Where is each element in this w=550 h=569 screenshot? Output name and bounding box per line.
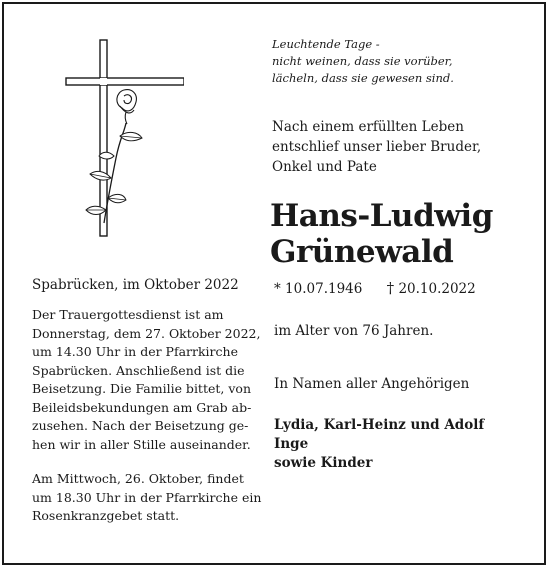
quote-line: nicht weinen, dass sie vorüber, [272,54,453,68]
service-line: um 14.30 Uhr in der Pfarrkirche [32,344,238,359]
rosary-line: um 18.30 Uhr in der Pfarrkirche ein [32,489,262,505]
service-line: Beisetzung. Die Familie bittet, von [32,381,251,396]
last-name: Grünewald [270,234,454,270]
life-dates [274,278,534,299]
service-line: zusehen. Nach der Beisetzung ge- [32,418,249,433]
birth-symbol: * [274,281,281,297]
rosary-info [32,470,262,526]
dagger-icon: † [386,279,395,297]
intro-line: Nach einem erfüllten Leben [272,119,464,135]
obituary-notice [2,2,546,565]
quote-line: lächeln, dass sie gewesen sind. [272,71,454,85]
intro-line: Onkel und Pate [272,159,377,175]
memorial-quote [272,36,532,87]
service-line: Spabrücken. Anschließend ist die [32,362,245,378]
service-line: hen wir in aller Stille auseinander. [32,436,251,452]
service-line: Der Trauergottesdienst ist am [32,307,224,322]
rosary-line: Am Mittwoch, 26. Oktober, findet [32,471,244,486]
mourner-line: sowie Kinder [274,455,373,471]
mourners-list [274,416,484,473]
deceased-name [270,198,540,270]
death-date: 20.10.2022 [398,281,476,297]
birth-date: 10.07.1946 [285,281,363,297]
mourner-line: Inge [274,436,309,452]
cross-with-rose-icon [64,38,184,243]
service-line: Donnerstag, dem 27. Oktober 2022, [32,325,261,341]
on-behalf-text: In Namen aller Angehörigen [274,376,470,392]
mourner-line: Lydia, Karl-Heinz und Adolf [274,417,485,433]
service-line: Beileidsbekundungen am Grab ab- [32,399,252,415]
intro-line: entschlief unser lieber Bruder, [272,139,482,155]
quote-line: Leuchtende Tage - [272,37,380,51]
first-name: Hans-Ludwig [270,198,493,234]
age-text: im Alter von 76 Jahren. [274,323,434,339]
service-info [32,306,261,454]
location-date: Spabrücken, im Oktober 2022 [32,277,239,293]
rosary-line: Rosenkranzgebet statt. [32,508,180,523]
intro-text [272,117,532,177]
